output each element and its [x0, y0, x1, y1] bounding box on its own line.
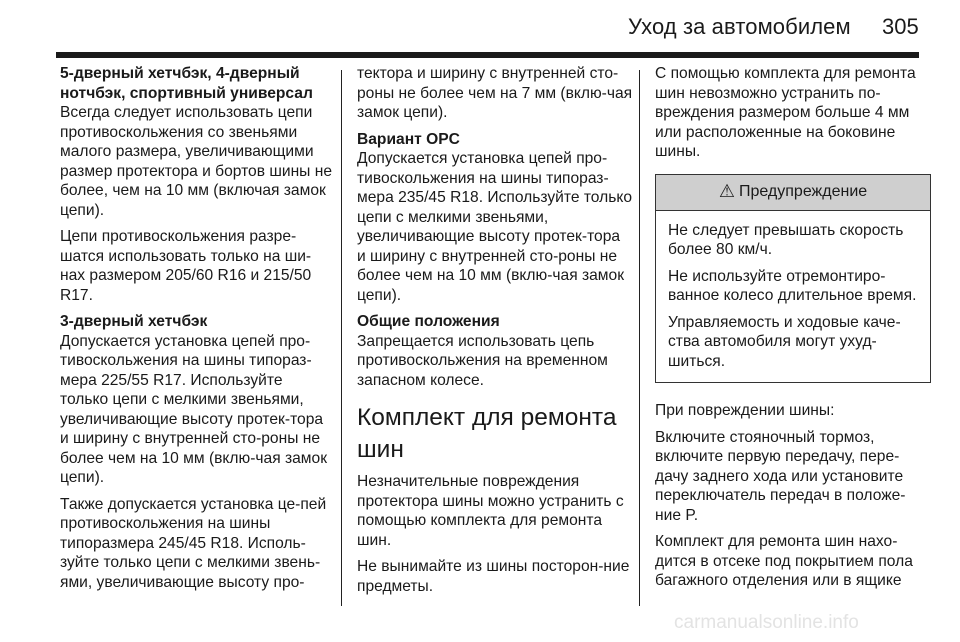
- paragraph: Также допускается установка це-пей противоскольжения на шины типоразмера 245/45 R18. Исполь-зуйте только цепи с мелкими звень-ями, увеличивающие высоту про-: [60, 495, 327, 591]
- paragraph: С помощью комплекта для ремонта шин невозможно устранить по-вреждения размером больше 4 мм или расположенные на боковине шины.: [655, 65, 916, 160]
- section-title: Комплект для ремонта шин: [357, 404, 617, 463]
- page-number: 305: [882, 14, 919, 39]
- column-1: [60, 64, 332, 599]
- paragraph: Не вынимайте из шины посторон-ние предметы.: [357, 558, 630, 595]
- paragraph: Включите стояночный тормоз, включите первую передачу, пере-дачу заднего хода или установите переключатель передач в положе-ние P.: [655, 428, 906, 524]
- page-header-title: Уход за автомобилем: [628, 14, 851, 39]
- warning-box: [655, 174, 931, 384]
- warning-header: [656, 175, 930, 211]
- subheading-hatchback-5door: 5-дверный хетчбэк, 4-дверный нотчбэк, спортивный универсал: [60, 65, 313, 102]
- paragraph: Запрещается использовать цепь противоскольжения на временном запасном колесе.: [357, 332, 608, 389]
- warning-triangle-icon: ⚠: [718, 181, 735, 202]
- paragraph: Допускается установка цепей про-тивоскольжения на шины типораз-мера 225/55 R17. Используйте только цепи с мелкими звеньями, увеличивающие высоту протек-тора и ширину с внутренней сто-роны не более чем на 10 мм (вклю-чая замок цепи).: [60, 332, 328, 486]
- subheading-hatchback-3door: 3-дверный хетчбэк: [60, 313, 208, 330]
- warning-title: Предупреждение: [738, 183, 868, 201]
- paragraph: При повреждении шины:: [655, 402, 835, 419]
- header-rule: [56, 52, 919, 58]
- paragraph: Незначительные повреждения протектора шины можно устранить с помощью комплекта для ремонта шин.: [357, 473, 624, 549]
- column-2: [357, 64, 633, 603]
- paragraph: Цепи противоскольжения разре-шатся использовать только на ши-нах размером 205/60 R16 и 215/50 R17.: [60, 228, 312, 304]
- warning-body: [656, 211, 930, 383]
- warning-text: Не используйте отремонтиро-ванное колесо длительное время.: [668, 267, 917, 304]
- watermark: carmanualsonline.info: [674, 612, 859, 633]
- paragraph: Всегда следует использовать цепи противоскольжения со звеньями малого размера, увеличивающими размер протектора и бортов шины не более, чем на 10 мм (включая замок цепи).: [60, 104, 333, 219]
- column-3: [655, 64, 931, 598]
- subheading-general: Общие положения: [357, 313, 500, 330]
- paragraph: тектора и ширину с внутренней сто-роны не более чем на 7 мм (вклю-чая замок цепи).: [357, 65, 633, 121]
- column-divider: [639, 70, 640, 606]
- warning-text: Управляемость и ходовые каче-ства автомобиля могут ухуд-шиться.: [668, 313, 901, 370]
- subheading-opc: Вариант OPC: [357, 130, 460, 148]
- column-divider: [341, 70, 342, 606]
- paragraph: Комплект для ремонта шин нахо-дится в отсеке под покрытием пола багажного отделения или в ящике: [655, 533, 913, 589]
- warning-text: Не следует превышать скорость более 80 км/ч.: [668, 221, 904, 258]
- paragraph: Допускается установка цепей про-тивоскольжения на шины типораз-мера 235/45 R18. Используйте только цепи с мелкими звеньями, увеличивающие высоту протек-тора и ширину с внутренней сто-роны не более чем на 10 мм (вклю-чая замок цепи).: [357, 150, 633, 304]
